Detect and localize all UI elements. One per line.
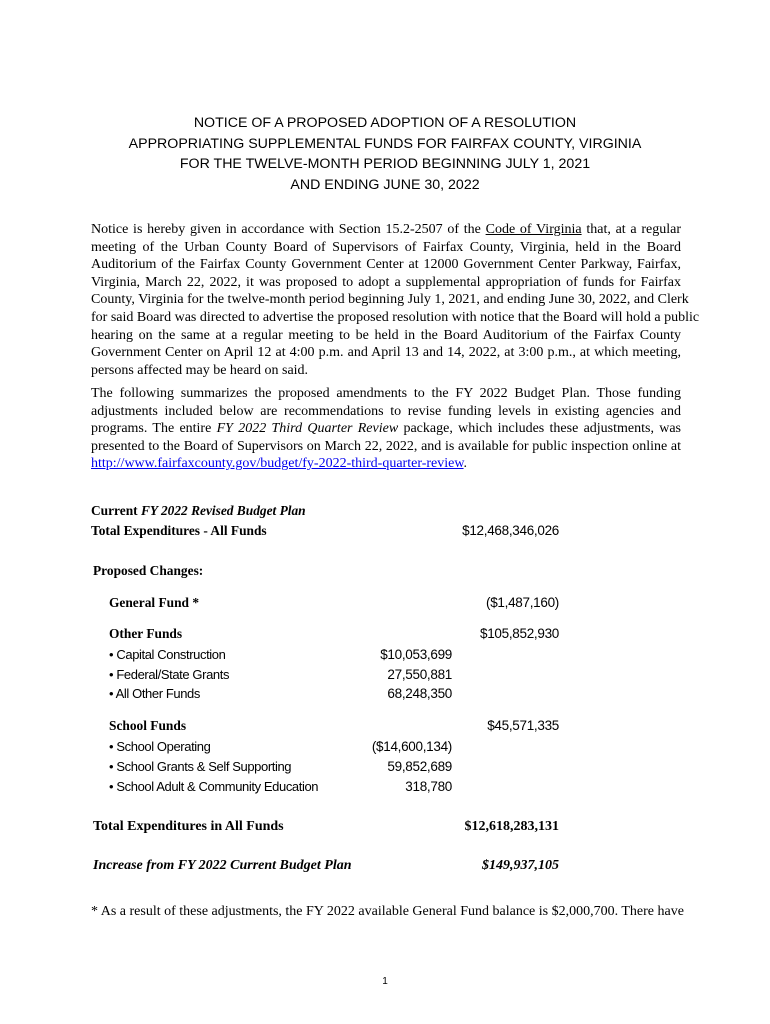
total-expenditures-value: $12,468,346,026 <box>462 523 559 538</box>
bullet-icon: • <box>109 739 114 754</box>
title-line-1: NOTICE OF A PROPOSED ADOPTION OF A RESOLUTION <box>193 115 577 131</box>
school-funds-value: $45,571,335 <box>487 718 559 733</box>
list-item: • School Adult & Community Education <box>109 779 319 794</box>
increase-label: Increase from FY 2022 Current Budget Plan <box>93 858 352 873</box>
list-item-value: ($14,600,134) <box>371 739 452 754</box>
list-item-value: 59,852,689 <box>387 759 452 774</box>
list-item: • Capital Construction <box>109 647 226 662</box>
code-of-virginia-reference: Code of Virginia <box>485 222 582 237</box>
list-item-value: 27,550,881 <box>387 667 452 682</box>
list-item: • School Operating <box>109 739 211 754</box>
current-plan-label: Current FY 2022 Revised Budget Plan <box>91 503 306 518</box>
general-fund-label: General Fund * <box>109 595 200 610</box>
title-line-2: APPROPRIATING SUPPLEMENTAL FUNDS FOR FAIRFAX COUNTY, VIRGINIA <box>128 135 642 152</box>
summary-paragraph: The following summarizes the proposed amendments to the FY 2022 Budget Plan. Those funding adjustments included below are recommendations to revise funding levels in existing agencies and programs. The entire FY 2022 Third Quarter Review package, which includes these adjustments, was presented to the Board of Supervisors on March 22, 2022, and is available for public inspection online at http://www.fairfaxcounty.gov/budget/fy-2022-third-quarter-review. <box>91 386 681 472</box>
list-item-value: 318,780 <box>405 779 452 794</box>
title-line-4: AND ENDING JUNE 30, 2022 <box>290 176 480 193</box>
proposed-changes-label: Proposed Changes: <box>93 563 204 578</box>
other-funds-label: Other Funds <box>109 626 183 641</box>
total-all-funds-label: Total Expenditures in All Funds <box>93 819 284 834</box>
bullet-icon: • <box>109 667 114 682</box>
bullet-icon: • <box>109 647 114 662</box>
notice-paragraph: Notice is hereby given in accordance with Section 15.2-2507 of the Code of Virginia that, at a regular meeting of the Urban County Board of Supervisors of Fairfax County, Virginia, held in the Board Auditorium of the Fairfax County Government Center at 12000 Government Center Parkway, Fairfax, Virginia, March 22, 2022, it was proposed to adopt a supplemental appropriation of funds for Fairfax County, Virginia for the twelve-month period beginning July 1, 2021, and ending June 30, 2022, and Clerk for said Board was directed to advertise the proposed resolution with notice that the Board will hold a public hearing on the same at a regular meeting to be held in the Board Auditorium of the Fairfax County Government Center on April 12 at 4:00 p.m. and April 13 and 14, 2022, at 3:00 p.m., at which meeting, persons affected may be heard on said. <box>91 222 700 378</box>
title-line-3: FOR THE TWELVE-MONTH PERIOD BEGINNING JULY 1, 2021 <box>179 156 591 172</box>
other-funds-value: $105,852,930 <box>480 626 559 641</box>
bullet-icon: • <box>109 759 114 774</box>
general-fund-value: ($1,487,160) <box>486 595 559 610</box>
page-number: 1 <box>382 976 388 987</box>
list-item: • School Grants & Self Supporting <box>109 759 292 774</box>
bullet-icon: • <box>109 779 114 794</box>
list-item-value: $10,053,699 <box>380 647 452 662</box>
footnote: * As a result of these adjustments, the FY 2022 available General Fund balance is $2,000,700. There have <box>91 904 684 919</box>
school-funds-label: School Funds <box>109 718 187 733</box>
third-quarter-review-title: FY 2022 Third Quarter Review <box>216 421 399 437</box>
list-item: • Federal/State Grants <box>109 667 230 682</box>
increase-value: $149,937,105 <box>482 858 559 873</box>
bullet-icon: • <box>109 686 114 701</box>
list-item: • All Other Funds <box>109 686 200 701</box>
notice-title <box>60 113 710 195</box>
total-expenditures-label: Total Expenditures - All Funds <box>91 523 267 538</box>
third-quarter-review-link[interactable]: http://www.fairfaxcounty.gov/budget/fy-2022-third-quarter-review <box>91 456 464 472</box>
list-item-value: 68,248,350 <box>387 686 452 701</box>
total-all-funds-value: $12,618,283,131 <box>464 819 559 834</box>
